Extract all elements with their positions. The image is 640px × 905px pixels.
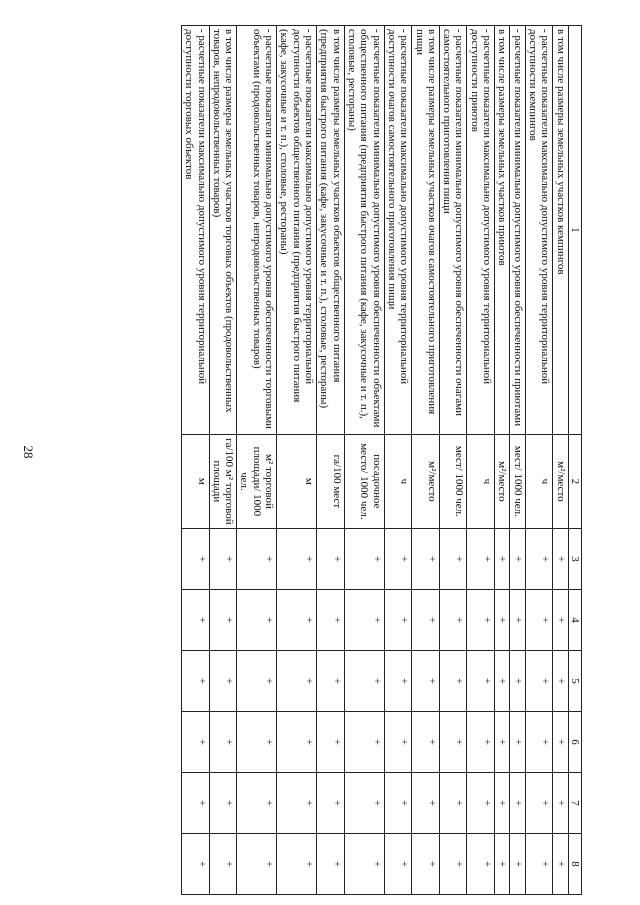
applicability-mark-col-4: +	[317, 589, 345, 650]
applicability-mark-col-7: +	[439, 772, 467, 833]
applicability-mark-col-4: +	[344, 589, 384, 650]
applicability-mark-col-7: +	[237, 772, 277, 833]
applicability-mark-col-4: +	[237, 589, 277, 650]
applicability-mark-col-8: +	[525, 833, 553, 894]
table-row	[317, 26, 345, 895]
applicability-mark-col-6: +	[553, 711, 568, 772]
applicability-mark-col-8: +	[510, 833, 525, 894]
applicability-mark-col-3: +	[344, 528, 384, 589]
page-number: 28	[21, 445, 36, 459]
applicability-mark-col-3: +	[209, 528, 237, 589]
applicability-mark-col-7: +	[317, 772, 345, 833]
unit-cell: ч	[467, 434, 495, 528]
unit-cell: га/100 мест	[317, 434, 345, 528]
applicability-mark-col-4: +	[277, 589, 317, 650]
table-row	[344, 26, 384, 895]
applicability-mark-col-7: +	[277, 772, 317, 833]
applicability-mark-col-8: +	[439, 833, 467, 894]
applicability-mark-col-8: +	[317, 833, 345, 894]
unit-cell: м²/место	[553, 434, 568, 528]
requirements-table-wrapper	[58, 25, 582, 895]
applicability-mark-col-7: +	[412, 772, 440, 833]
applicability-mark-col-7: +	[495, 772, 510, 833]
applicability-mark-col-4: +	[181, 589, 209, 650]
applicability-mark-col-6: +	[510, 711, 525, 772]
applicability-mark-col-5: +	[439, 650, 467, 711]
applicability-mark-col-7: +	[525, 772, 553, 833]
applicability-mark-col-6: +	[467, 711, 495, 772]
applicability-mark-col-6: +	[277, 711, 317, 772]
applicability-mark-col-7: +	[553, 772, 568, 833]
column-number-row	[568, 26, 581, 895]
table-row	[525, 26, 553, 895]
unit-cell: м²/место	[412, 434, 440, 528]
table-row	[384, 26, 412, 895]
applicability-mark-col-4: +	[412, 589, 440, 650]
applicability-mark-col-5: +	[237, 650, 277, 711]
applicability-mark-col-8: +	[412, 833, 440, 894]
indicator-name-cell: в том числе размеры земельных участков приютов	[495, 26, 510, 435]
applicability-mark-col-8: +	[209, 833, 237, 894]
applicability-mark-col-3: +	[439, 528, 467, 589]
applicability-mark-col-5: +	[412, 650, 440, 711]
indicator-name-cell: - расчетные показатели максимально допустимого уровня территориальной доступности очагов самостоятельного приготовления пищи	[384, 26, 412, 435]
applicability-mark-col-6: +	[344, 711, 384, 772]
applicability-mark-col-5: +	[495, 650, 510, 711]
applicability-mark-col-7: +	[181, 772, 209, 833]
applicability-mark-col-7: +	[384, 772, 412, 833]
indicator-name-cell: - расчетные показатели максимально допустимого уровня территориальной доступности объектов общественного питания (предприятия быстрого питания (кафе, закусочные и т. п.), столовые, рестораны)	[277, 26, 317, 435]
applicability-mark-col-4: +	[467, 589, 495, 650]
applicability-mark-col-6: +	[525, 711, 553, 772]
column-number-3: 3	[568, 528, 581, 589]
applicability-mark-col-3: +	[412, 528, 440, 589]
applicability-mark-col-5: +	[525, 650, 553, 711]
applicability-mark-col-3: +	[181, 528, 209, 589]
indicator-name-cell: в том числе размеры земельных участков кемпингов	[553, 26, 568, 435]
applicability-mark-col-3: +	[317, 528, 345, 589]
unit-cell: ч	[525, 434, 553, 528]
applicability-mark-col-6: +	[209, 711, 237, 772]
applicability-mark-col-6: +	[384, 711, 412, 772]
applicability-mark-col-3: +	[237, 528, 277, 589]
applicability-mark-col-5: +	[181, 650, 209, 711]
column-number-5: 5	[568, 650, 581, 711]
unit-cell: м	[181, 434, 209, 528]
indicator-name-cell: - расчетные показатели максимально допустимого уровня территориальной доступности приютов	[467, 26, 495, 435]
applicability-mark-col-6: +	[317, 711, 345, 772]
requirements-table	[181, 25, 582, 895]
applicability-mark-col-6: +	[237, 711, 277, 772]
applicability-mark-col-3: +	[495, 528, 510, 589]
applicability-mark-col-4: +	[209, 589, 237, 650]
applicability-mark-col-6: +	[181, 711, 209, 772]
table-row	[237, 26, 277, 895]
table-row	[277, 26, 317, 895]
applicability-mark-col-7: +	[344, 772, 384, 833]
applicability-mark-col-5: +	[467, 650, 495, 711]
applicability-mark-col-5: +	[317, 650, 345, 711]
unit-cell: мест/ 1000 чел.	[439, 434, 467, 528]
column-number-7: 7	[568, 772, 581, 833]
applicability-mark-col-8: +	[277, 833, 317, 894]
unit-cell: посадочное место/ 1000 чел.	[344, 434, 384, 528]
applicability-mark-col-5: +	[510, 650, 525, 711]
indicator-name-cell: - расчетные показатели минимально допустимого уровня обеспеченности приютами	[510, 26, 525, 435]
applicability-mark-col-5: +	[344, 650, 384, 711]
column-number-4: 4	[568, 589, 581, 650]
applicability-mark-col-4: +	[510, 589, 525, 650]
applicability-mark-col-8: +	[553, 833, 568, 894]
indicator-name-cell: - расчетные показатели максимально допустимого уровня территориальной доступности кемпингов	[525, 26, 553, 435]
applicability-mark-col-3: +	[277, 528, 317, 589]
applicability-mark-col-8: +	[384, 833, 412, 894]
applicability-mark-col-5: +	[384, 650, 412, 711]
applicability-mark-col-7: +	[467, 772, 495, 833]
column-number-2: 2	[568, 434, 581, 528]
indicator-name-cell: в том числе размеры земельных участков объектов общественного питания (предприятия быстрого питания (кафе, закусочные и т. п.), столовые, рестораны)	[317, 26, 345, 435]
applicability-mark-col-8: +	[467, 833, 495, 894]
indicator-name-cell: - расчетные показатели минимально допустимого уровня обеспеченности очагами самостоятельного приготовления пищи	[439, 26, 467, 435]
applicability-mark-col-7: +	[209, 772, 237, 833]
column-number-6: 6	[568, 711, 581, 772]
unit-cell: м²/место	[495, 434, 510, 528]
applicability-mark-col-3: +	[510, 528, 525, 589]
applicability-mark-col-4: +	[553, 589, 568, 650]
column-number-8: 8	[568, 833, 581, 894]
table-body	[181, 26, 568, 895]
table-row	[495, 26, 510, 895]
indicator-name-cell: - расчетные показатели минимально допустимого уровня обеспеченности объектами общественного питания (предприятия быстрого питания (кафе, закусочные и т. п.), столовые, рестораны)	[344, 26, 384, 435]
table-row	[510, 26, 525, 895]
indicator-name-cell: - расчетные показатели максимально допустимого уровня территориальной доступности торговых объектов	[181, 26, 209, 435]
unit-cell: м	[277, 434, 317, 528]
table-row	[553, 26, 568, 895]
applicability-mark-col-4: +	[525, 589, 553, 650]
unit-cell: га/100 м² торговой площади	[209, 434, 237, 528]
indicator-name-cell: - расчетные показатели минимально допустимого уровня обеспеченности торговыми объектами (продовольственных товаров, непродовольственных товаров)	[237, 26, 277, 435]
unit-cell: ч	[384, 434, 412, 528]
applicability-mark-col-8: +	[181, 833, 209, 894]
applicability-mark-col-8: +	[495, 833, 510, 894]
applicability-mark-col-6: +	[495, 711, 510, 772]
applicability-mark-col-6: +	[412, 711, 440, 772]
table-row	[181, 26, 209, 895]
applicability-mark-col-4: +	[384, 589, 412, 650]
applicability-mark-col-3: +	[384, 528, 412, 589]
unit-cell: мест/ 1000 чел.	[510, 434, 525, 528]
applicability-mark-col-8: +	[344, 833, 384, 894]
applicability-mark-col-3: +	[467, 528, 495, 589]
indicator-name-cell: в том числе размеры земельных участков торговых объектов (продовольственных товаров, непродовольственных товаров)	[209, 26, 237, 435]
indicator-name-cell: в том числе размеры земельных участков очагов самостоятельного приготовления пищи	[412, 26, 440, 435]
table-row	[412, 26, 440, 895]
table-row	[439, 26, 467, 895]
table-row	[209, 26, 237, 895]
applicability-mark-col-6: +	[439, 711, 467, 772]
applicability-mark-col-5: +	[209, 650, 237, 711]
applicability-mark-col-4: +	[495, 589, 510, 650]
applicability-mark-col-5: +	[277, 650, 317, 711]
column-number-1: 1	[568, 26, 581, 435]
applicability-mark-col-3: +	[553, 528, 568, 589]
unit-cell: м² торговой площади/ 1000 чел.	[237, 434, 277, 528]
applicability-mark-col-8: +	[237, 833, 277, 894]
table-row	[467, 26, 495, 895]
applicability-mark-col-7: +	[510, 772, 525, 833]
applicability-mark-col-5: +	[553, 650, 568, 711]
applicability-mark-col-4: +	[439, 589, 467, 650]
applicability-mark-col-3: +	[525, 528, 553, 589]
